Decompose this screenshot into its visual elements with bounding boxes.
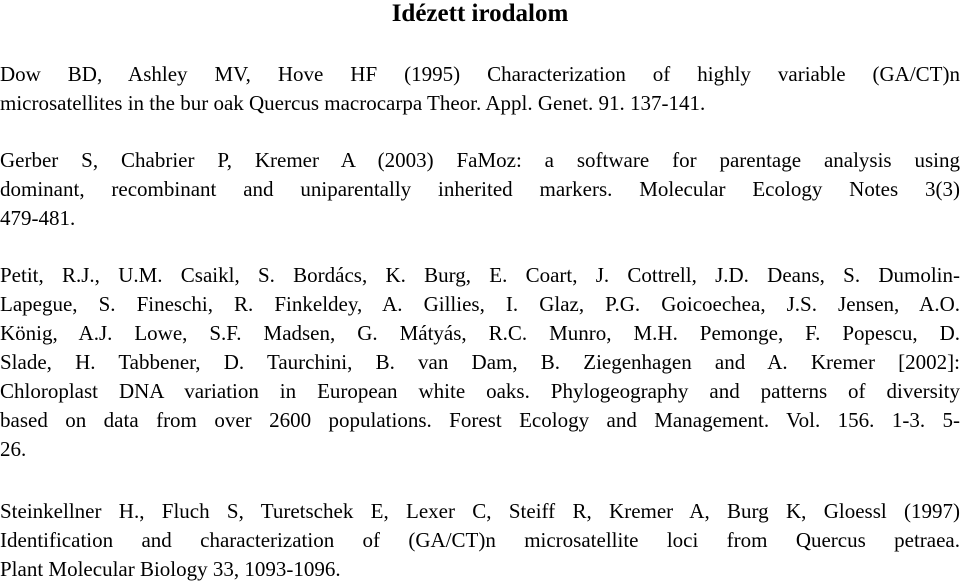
- reference-line: Dow BD, Ashley MV, Hove HF (1995) Characterization of highly variable (GA/CT)n: [0, 62, 960, 86]
- reference-line: 479-481.: [0, 206, 76, 230]
- reference-line: Slade, H. Tabbener, D. Taurchini, B. van Dam, B. Ziegenhagen and A. Kremer [2002]:: [0, 350, 960, 374]
- reference-line: based on data from over 2600 populations. Forest Ecology and Management. Vol. 156. 1-3. 5-: [0, 408, 960, 432]
- reference-line: Plant Molecular Biology 33, 1093-1096.: [0, 557, 341, 581]
- reference-line: König, A.J. Lowe, S.F. Madsen, G. Mátyás, R.C. Munro, M.H. Pemonge, F. Popescu, D.: [0, 321, 960, 345]
- reference-line: microsatellites in the bur oak Quercus macrocarpa Theor. Appl. Genet. 91. 137-141.: [0, 91, 706, 115]
- reference-item: [0, 497, 960, 584]
- reference-line: 26.: [0, 437, 27, 461]
- reference-line: Steinkellner H., Fluch S, Turetschek E, Lexer C, Steiff R, Kremer A, Burg K, Gloessl (1997): [0, 499, 960, 523]
- reference-line: Petit, R.J., U.M. Csaikl, S. Bordács, K. Burg, E. Coart, J. Cottrell, J.D. Deans, S. Dumolin-: [0, 263, 960, 287]
- reference-item: [0, 60, 960, 118]
- reference-line: Lapegue, S. Fineschi, R. Finkeldey, A. Gillies, I. Glaz, P.G. Goicoechea, J.S. Jensen, A.O.: [0, 292, 960, 316]
- reference-line: dominant, recombinant and uniparentally inherited markers. Molecular Ecology Notes 3(3): [0, 177, 960, 201]
- reference-item: [0, 261, 960, 464]
- reference-line: Chloroplast DNA variation in European white oaks. Phylogeography and patterns of diversity: [0, 379, 960, 403]
- reference-line: Identification and characterization of (GA/CT)n microsatellite loci from Quercus petraea.: [0, 528, 960, 552]
- page-title: Idézett irodalom: [391, 0, 569, 27]
- reference-item: [0, 146, 960, 233]
- reference-line: Gerber S, Chabrier P, Kremer A (2003) FaMoz: a software for parentage analysis using: [0, 148, 960, 172]
